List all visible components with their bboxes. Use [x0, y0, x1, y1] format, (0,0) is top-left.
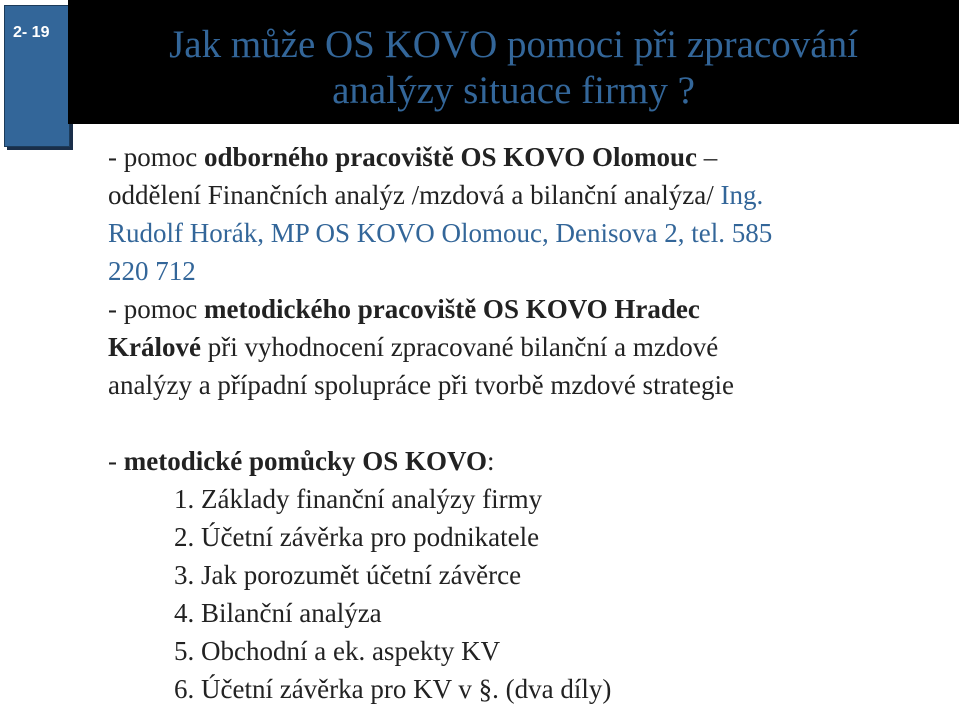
- block2-line1: [108, 290, 928, 328]
- block2-bold: metodického pracoviště OS KOVO Hradec: [203, 294, 700, 324]
- slide-content: [108, 138, 928, 708]
- block1-prefix: - pomoc: [108, 142, 204, 172]
- slide-number-box: [4, 5, 70, 147]
- block2-line2: [108, 328, 928, 366]
- block3-bold: metodické pomůcky OS KOVO: [123, 446, 487, 476]
- block1-line3: Rudolf Horák, MP OS KOVO Olomouc, Denisova 2, tel. 585: [108, 218, 773, 248]
- slide-title-line-2: analýzy situace firmy ?: [332, 69, 695, 112]
- block2-line3: analýzy a případní spolupráce při tvorbě mzdové strategie: [108, 370, 735, 400]
- spacer: [108, 404, 928, 442]
- block3-colon: :: [486, 446, 495, 476]
- block1-contact-title: Ing.: [720, 180, 764, 210]
- block1-line2: [108, 176, 928, 214]
- slide-title-line-1: Jak může OS KOVO pomoci při zpracování: [169, 23, 858, 66]
- block3-heading: [108, 442, 928, 480]
- list-item: 4. Bilanční analýza: [174, 598, 382, 628]
- block1-dash: –: [696, 142, 718, 172]
- slide-title: [68, 22, 959, 114]
- block1-line4: 220 712: [108, 256, 196, 286]
- block1-line1: [108, 138, 928, 176]
- block1-bold: odborného pracoviště OS KOVO Olomouc: [203, 142, 697, 172]
- list-item: 1. Základy finanční analýzy firmy: [174, 484, 543, 514]
- block3-prefix: -: [108, 446, 124, 476]
- block2-bold-cont: Králové: [108, 332, 201, 362]
- list-item: 2. Účetní závěrka pro podnikatele: [174, 522, 540, 552]
- block1-line2-text: oddělení Finančních analýz /mzdová a bilanční analýza/: [108, 180, 721, 210]
- block2-prefix: - pomoc: [108, 294, 204, 324]
- slide-number: 2- 19: [13, 24, 50, 41]
- block2-rest: při vyhodnocení zpracované bilanční a mzdové: [200, 332, 719, 362]
- list-item: 5. Obchodní a ek. aspekty KV: [174, 636, 501, 666]
- list-item: 3. Jak porozumět účetní závěrce: [174, 560, 522, 590]
- list-item: 6. Účetní závěrka pro KV v §. (dva díly): [174, 674, 612, 704]
